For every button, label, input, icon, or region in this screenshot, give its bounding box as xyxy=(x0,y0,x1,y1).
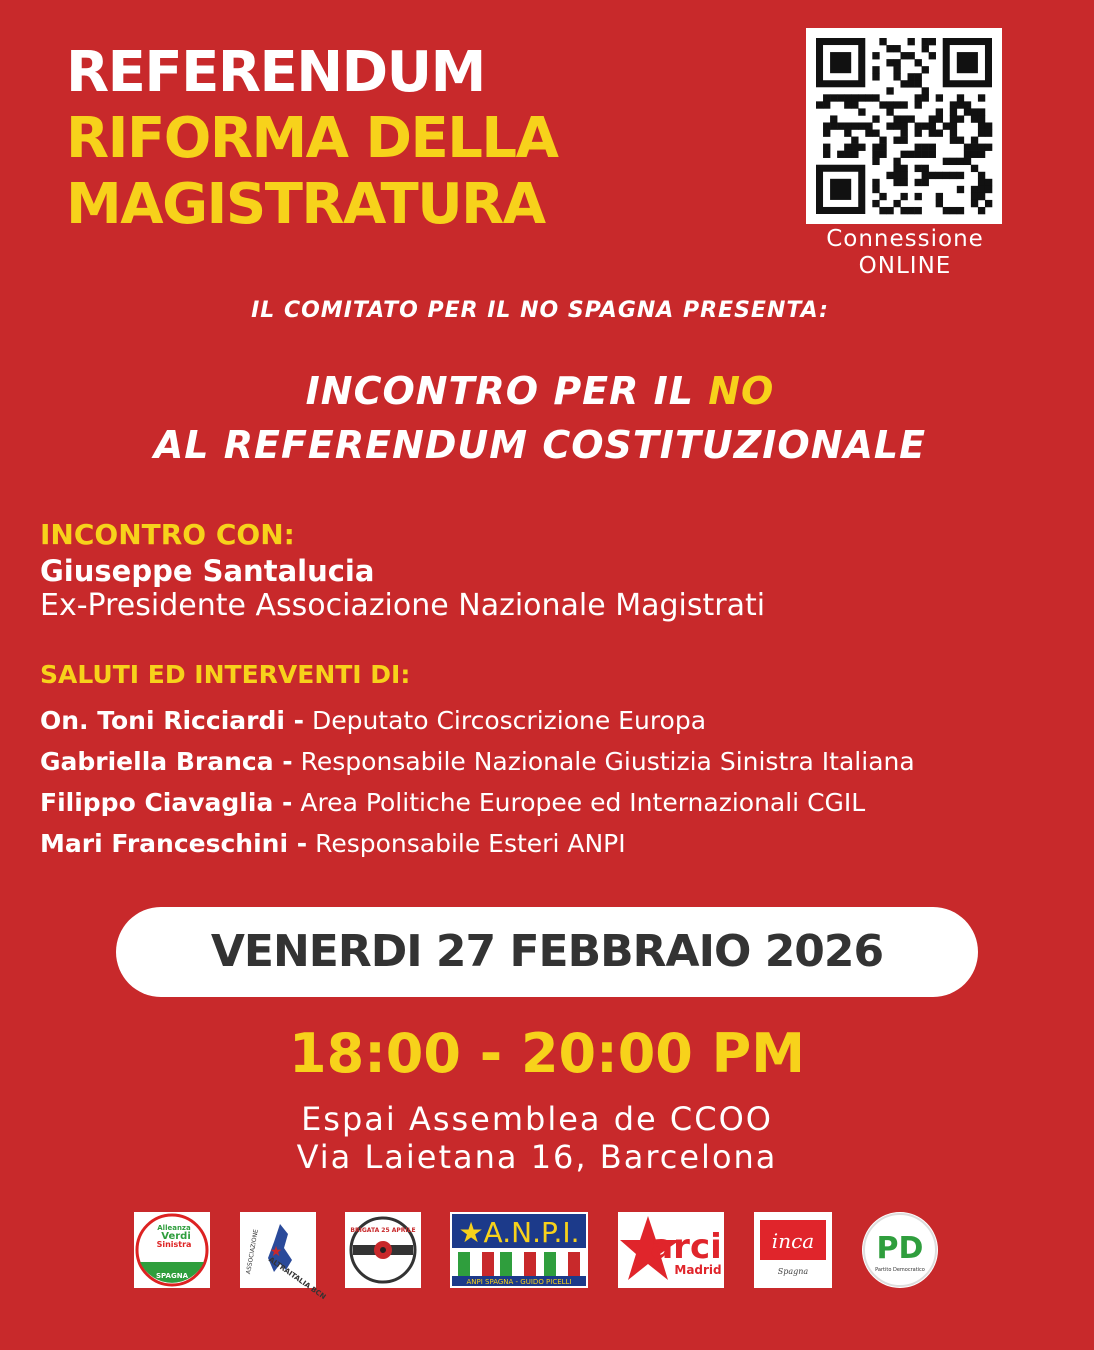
inca-logo xyxy=(754,1212,832,1288)
venue-address: Via Laietana 16, Barcelona xyxy=(296,1138,778,1176)
event-title-line-1 xyxy=(0,364,1080,418)
speaker-name: On. Toni Ricciardi - xyxy=(40,706,305,735)
guest-role: Ex-Presidente Associazione Nazionale Magistrati xyxy=(40,588,766,623)
speaker-role: Area Politiche Europee ed Internazionali CGIL xyxy=(292,788,866,817)
avs-text-2: Verdi xyxy=(161,1231,191,1242)
headline-line-2: RIFORMA DELLA xyxy=(66,106,558,171)
avs-logo-icon xyxy=(134,1212,210,1288)
date-banner xyxy=(116,907,978,997)
qr-code-icon xyxy=(806,28,1002,224)
pd-logo xyxy=(862,1212,938,1288)
avs-text-4: SPAGNA xyxy=(156,1272,188,1280)
event-title-highlight: NO xyxy=(708,369,775,413)
speaker-item xyxy=(40,700,915,741)
qr-caption-line-1: Connessione xyxy=(826,226,984,252)
pd-text-2: Partito Democratico xyxy=(875,1267,925,1273)
inca-text-1: inca xyxy=(771,1229,815,1253)
arci-text-1: arci xyxy=(650,1227,722,1267)
altraitalia-logo xyxy=(240,1212,328,1302)
qr-caption xyxy=(800,226,1010,280)
guest-name: Giuseppe Santalucia xyxy=(40,554,375,588)
speaker-item xyxy=(40,741,915,782)
event-date: VENERDI 27 FEBBRAIO 2026 xyxy=(210,926,884,977)
altraitalia-logo-icon xyxy=(240,1212,328,1302)
arci-text-2: Madrid xyxy=(674,1263,722,1277)
altraitalia-text-1: ASSOCIAZIONE xyxy=(245,1228,260,1275)
anpi-logo xyxy=(450,1212,588,1288)
headline xyxy=(66,40,557,238)
speaker-role: Responsabile Esteri ANPI xyxy=(307,829,626,858)
speaker-role: Deputato Circoscrizione Europa xyxy=(304,706,707,735)
qr-caption-line-2: ONLINE xyxy=(858,253,952,279)
altraitalia-text-2: ALTRAITALIA BCN xyxy=(267,1255,328,1302)
venue-name: Espai Assemblea de CCOO xyxy=(301,1100,773,1138)
avs-text-3: Sinistra xyxy=(156,1240,192,1249)
headline-line-3: MAGISTRATURA xyxy=(66,172,545,237)
speaker-item xyxy=(40,782,915,823)
event-title-line-2: AL REFERENDUM COSTITUZIONALE xyxy=(153,423,927,467)
anpi-logo-icon xyxy=(450,1212,588,1288)
speaker-name: Mari Franceschini - xyxy=(40,829,308,858)
arci-logo-icon xyxy=(618,1212,724,1288)
anpi-text-1: ★A.N.P.I. xyxy=(458,1216,580,1249)
headline-line-1: REFERENDUM xyxy=(66,40,485,105)
arci-logo xyxy=(618,1212,724,1288)
speakers-list xyxy=(40,700,915,864)
meeting-label: INCONTRO CON: xyxy=(40,518,295,551)
speaker-item xyxy=(40,823,915,864)
brigata-text: BRIGATA 25 APRILE xyxy=(350,1227,416,1234)
event-time: 18:00 - 20:00 PM xyxy=(289,1022,805,1085)
venue xyxy=(0,1100,1074,1176)
inca-text-2: Spagna xyxy=(777,1267,809,1276)
avs-text-1: Alleanza xyxy=(157,1224,191,1232)
event-title-text: INCONTRO PER IL xyxy=(305,369,709,413)
star-icon: ★ xyxy=(269,1244,283,1260)
speakers-label: SALUTI ED INTERVENTI DI: xyxy=(40,660,411,689)
avs-logo xyxy=(134,1212,210,1288)
brigata-logo xyxy=(345,1212,421,1288)
pd-text-1: PD xyxy=(876,1231,924,1266)
anpi-text-2: ANPI SPAGNA - GUIDO PICELLI xyxy=(466,1278,572,1286)
qr-code[interactable] xyxy=(806,28,1002,224)
event-title xyxy=(0,364,1080,472)
pd-logo-icon xyxy=(862,1212,938,1288)
presenter-line: IL COMITATO PER IL NO SPAGNA PRESENTA: xyxy=(251,298,829,323)
brigata-logo-icon xyxy=(345,1212,421,1288)
inca-logo-icon xyxy=(754,1212,832,1288)
speaker-name: Filippo Ciavaglia - xyxy=(40,788,293,817)
speaker-name: Gabriella Branca - xyxy=(40,747,293,776)
speaker-role: Responsabile Nazionale Giustizia Sinistra Italiana xyxy=(292,747,915,776)
